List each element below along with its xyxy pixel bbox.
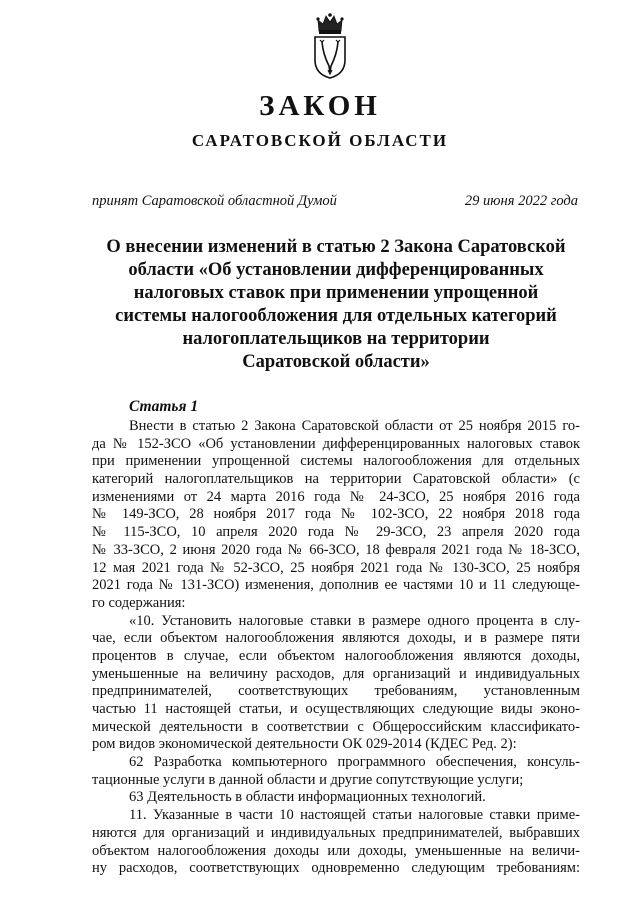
heading-line: области «Об установлении дифференцированных bbox=[128, 260, 544, 280]
body-line: процентов в случае, если объектом налогообложения являются доходы, bbox=[92, 647, 580, 664]
heading-line: Саратовской области» bbox=[242, 352, 430, 372]
heading-line: системы налогообложения для отдельных категорий bbox=[115, 306, 557, 326]
law-subtitle: САРАТОВСКОЙ ОБЛАСТИ bbox=[191, 131, 449, 150]
saratov-coat-of-arms-icon bbox=[311, 12, 349, 80]
body-line: № 149-ЗСО, 28 ноября 2017 года № 102-ЗСО, 22 ноября 2018 года bbox=[92, 506, 580, 523]
body-line: предпринимателей, соответствующих требованиям, установленным bbox=[92, 683, 580, 700]
body-line: 63 Деятельность в области информационных технологий. bbox=[129, 789, 486, 806]
body-line: объектом налогообложения доходы или доходы, уменьшенные на величи- bbox=[92, 842, 580, 859]
body-line: 62 Разработка компьютерного программного обеспечения, консуль- bbox=[129, 754, 580, 771]
body-line: Внести в статью 2 Закона Саратовской области от 25 ноября 2015 го- bbox=[129, 418, 580, 434]
document-heading bbox=[80, 236, 592, 374]
article-label: Статья 1 bbox=[129, 398, 199, 415]
adopted-by: принят Саратовской областной Думой bbox=[92, 193, 337, 209]
body-line: няются для организаций и индивидуальных предпринимателей, выбравших bbox=[92, 824, 580, 841]
body-line: тационные услуги в данной области и другие сопутствующие услуги; bbox=[92, 771, 524, 788]
body-line: чае, если объектом налогообложения являются доходы, и в размере пяти bbox=[92, 630, 580, 647]
body-line: «10. Установить налоговые ставки в размере одного процента в слу- bbox=[129, 612, 580, 629]
body-line: да № 152-ЗСО «Об установлении дифференцированных налоговых ставок bbox=[92, 435, 580, 452]
body-line: № 33-ЗСО, 2 июня 2020 года № 66-ЗСО, 18 февраля 2021 года № 18-ЗСО, bbox=[92, 541, 580, 558]
law-title: ЗАКОН bbox=[259, 90, 381, 122]
heading-line: налогоплательщиков на территории bbox=[182, 329, 490, 349]
body-line: 2021 года № 131-ЗСО) изменения, дополнив ее частями 10 и 11 следующе- bbox=[92, 577, 580, 594]
body-line: ну расходов, соответствующих одновременно следующим требованиям: bbox=[92, 860, 580, 877]
body-line: го содержания: bbox=[92, 594, 186, 611]
article-body bbox=[92, 418, 580, 878]
heading-line: О внесении изменений в статью 2 Закона Саратовской bbox=[106, 237, 566, 257]
body-line: частью 11 настоящей статьи, и осуществляющих следующие виды эконо- bbox=[92, 701, 580, 717]
adoption-date: 29 июня 2022 года bbox=[464, 193, 578, 209]
body-line: уменьшенные на величину расходов, для организаций и индивидуальных bbox=[92, 665, 580, 682]
body-line: 11. Указанные в части 10 настоящей статьи налоговые ставки приме- bbox=[129, 807, 580, 824]
body-line: № 115-ЗСО, 10 апреля 2020 года № 29-ЗСО, 23 апреля 2020 года bbox=[92, 524, 580, 541]
body-line: категорий налогоплательщиков на территории Саратовской области» (с bbox=[92, 471, 580, 488]
body-line: ром видов экономической деятельности ОК 029-2014 (КДЕС Ред. 2): bbox=[92, 736, 517, 753]
body-line: при применении упрощенной системы налогообложения для отдельных bbox=[92, 453, 580, 470]
body-line: 12 мая 2021 года № 52-ЗСО, 25 ноября 2021 года № 130-ЗСО, 25 ноября bbox=[92, 559, 580, 576]
heading-line: налоговых ставок при применении упрощенной bbox=[133, 283, 539, 303]
body-line: изменениями от 24 марта 2016 года № 24-ЗСО, 25 ноября 2016 года bbox=[92, 488, 580, 505]
body-line: мической деятельности в соответствии с Общероссийским классификато- bbox=[92, 718, 580, 735]
